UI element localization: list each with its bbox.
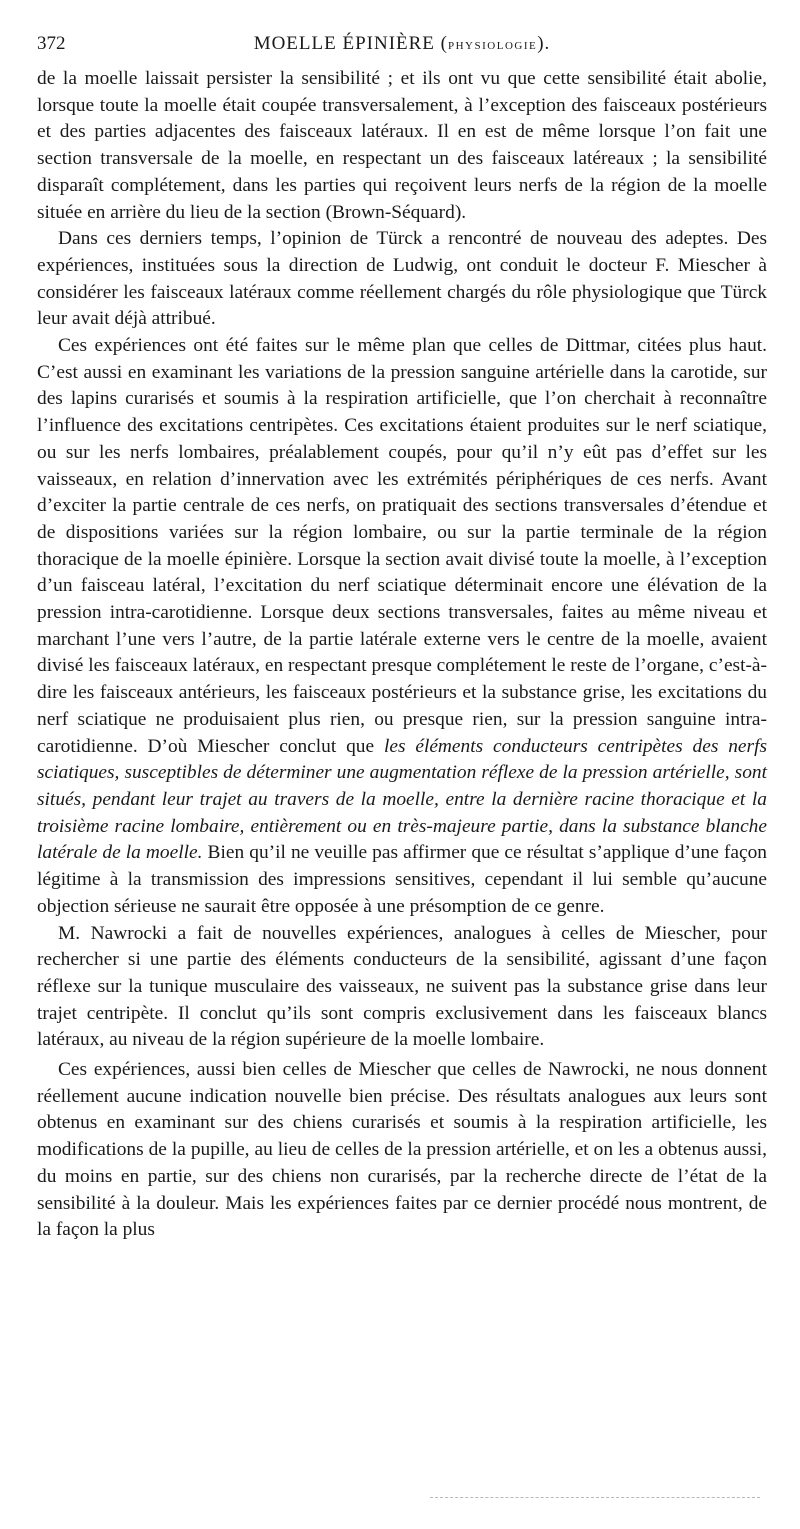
paragraph: [37, 333, 767, 920]
paragraph: [37, 226, 767, 333]
text-segment: Dans ces derniers temps, l’opinion de Türck a rencontré de nouveau des adeptes. Des expériences, instituées sous la direction de Ludwig, ont conduit le docteur F. Miescher à considérer les faisceaux latéraux comme réellement chargés du rôle physiologique que Türck leur avait déjà attribué.: [37, 228, 767, 330]
text-segment: Ces expériences ont été faites sur le même plan que celles de Dittmar, citées plus haut. C’est aussi en examinant les variations de la pression sanguine artérielle dans la carotide, sur des lapins curarisés et soumis à la respiration artificielle, que l’on cherchait à reconnaître l’influence des excitations centripètes. Ces excitations étaient produites sur le nerf sciatique, ou sur les nerfs lombaires, préalablement coupés, pour qu’il n’y eût pas d’effet sur les vaisseaux, en relation d’innervation avec les extrémités périphériques de ces nerfs. Avant d’exciter la partie centrale de ces nerfs, on pratiquait des sections transversales d’étendue et de dispositions variées sur la région lombaire, ou sur la partie terminale de la région thoracique de la moelle épinière. Lorsque la section avait divisé toute la moelle, à l’exception d’un faisceau latéral, l’excitation du nerf sciatique déterminait encore une élévation de la pression intra-carotidienne. Lorsque deux sections transversales, faites au même niveau et marchant l’une vers l’autre, de la partie latérale externe vers le centre de la moelle, avaient divisé les faisceaux latéraux, en respectant presque complétement le reste de l’organe, c’est-à-dire les faisceaux antérieurs, les faisceaux postérieurs et la substance grise, les excitations du nerf sciatique ne produisaient plus rien, ou presque rien, sur la pression sanguine intra-carotidienne. D’où Miescher conclut que: [37, 335, 767, 757]
page-title: [37, 30, 767, 59]
text-segment: Bien qu’il ne veuille pas affirmer que ce résultat s’applique d’une façon légitime à la transmission des impressions sensitives, cependant il lui semble qu’aucune objection sérieuse ne saurait être opposée à une présomption de ce genre.: [37, 842, 767, 917]
footer-rule: [430, 1497, 760, 1498]
page-subtitle: physiologie: [448, 36, 538, 53]
page-title-main: MOELLE ÉPINIÈRE (: [253, 33, 448, 54]
text-segment: de la moelle laissait persister la sensibilité ; et ils ont vu que cette sensibilité était abolie, lorsque toute la moelle était coupée transversalement, à l’exception des faisceaux postérieurs et des parties adjacentes des faisceaux latéraux. Il en est de même lorsque l’on fait une section transversale de la moelle, en respectant un des faisceaux latéreaux ; la sensibilité disparaît complétement, dans les parties qui reçoivent leurs nerfs de la région de la moelle située en arrière du lieu de la section (Brown-Séquard).: [37, 68, 767, 223]
paragraph: [37, 66, 767, 226]
paragraph: [37, 1057, 767, 1244]
text-segment: M. Nawrocki a fait de nouvelles expériences, analogues à celles de Miescher, pour rechercher si une partie des éléments conducteurs de la sensibilité, agissant d’une façon réflexe sur la tunique musculaire des vaisseaux, ne suivent pas la substance grise dans leur trajet centripète. Il conclut qu’ils sont compris exclusivement dans les faisceaux blancs latéraux, au niveau de la région supérieure de la moelle lombaire.: [37, 922, 767, 1051]
italic-conclusion: les éléments conducteurs centripètes des nerfs sciatiques, susceptibles de déterminer une augmentation réflexe de la pression artérielle, sont situés, pendant leur trajet au travers de la moelle, entre la dernière racine thoracique et la troisième racine lombaire, entièrement ou en très-majeure partie, dans la substance blanche latérale de la moelle.: [37, 735, 768, 864]
page-number: 372: [37, 33, 66, 54]
paragraph: [37, 921, 767, 1055]
running-head: [37, 30, 767, 58]
body-text: [37, 66, 767, 1244]
text-segment: Ces expériences, aussi bien celles de Miescher que celles de Nawrocki, ne nous donnent réellement aucune indication nouvelle bien précise. Des résultats analogues aux leurs sont obtenus en examinant sur des chiens curarisés et soumis à la respiration artificielle, les modifications de la pupille, au lieu de celles de la pression artérielle, et on les a obtenus aussi, du moins en partie, sur des chiens non curarisés, par la recherche directe de l’état de la sensibilité à la douleur. Mais les expériences faites par ce dernier procédé nous montrent, de la façon la plus: [37, 1059, 767, 1241]
page-title-close: ).: [537, 33, 551, 54]
